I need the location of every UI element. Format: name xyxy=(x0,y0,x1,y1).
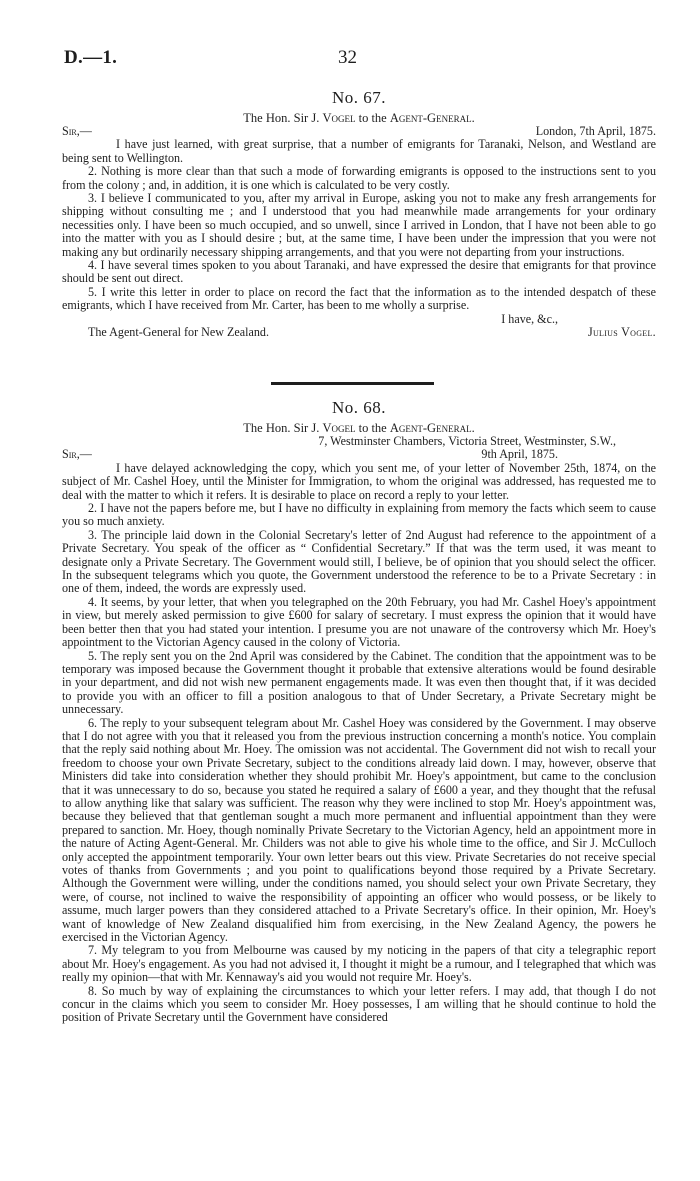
salutation: Sir,— xyxy=(62,447,92,462)
document-reference: D.—1. xyxy=(64,47,118,68)
letter-67 xyxy=(62,88,656,340)
paragraph: 4. I have several times spoken to you about Taranaki, and have expressed the desire that emigrants for that province should be sent out direct. xyxy=(62,258,656,286)
salutation-row xyxy=(62,125,656,138)
letter-number: No. 67. xyxy=(331,88,387,107)
signature: Julius Vogel. xyxy=(587,325,656,340)
paragraph: 2. Nothing is more clear than that such a mode of forwarding emigrants is opposed to the instructions sent to you from the colony ; and, in addition, it is one which is calculated to be very costly. xyxy=(62,164,656,192)
paragraph: 5. I write this letter in order to place on record the fact that the information as to the intended despatch of these emigrants, which I have received from Mr. Carter, has been to me wholly a surprise. xyxy=(62,284,656,313)
section-divider xyxy=(271,382,434,385)
letter-date: 9th April, 1875. xyxy=(481,447,558,462)
paragraph: I have delayed acknowledging the copy, which you sent me, of your letter of November 25th, 1874, on the subject of Mr. Cashel Hoey, until the Minister for Immigration, to whom the original was addressed, has requested me to deal with the matter to which it refers. It is desirable to place on record a reply to your letter. xyxy=(62,460,656,502)
paragraph: 3. I believe I communicated to you, after my arrival in Europe, asking you not to make any fresh arrangements for shipping without consulting me ; and I understood that you had meanwhile made arrangements for your ordinary necessities only. I have been so much occupied, and so unwell, since I arrived in London, that I have not been able to go into the matter with you as I should desire ; but, at the same time, I have been under the impression that you were not making any but ordinarily necessary shipping arrangements, and that you were not departing from your instructions. xyxy=(62,191,656,259)
sender-address: 7, Westminster Chambers, Victoria Street, Westminster, S.W., xyxy=(318,434,616,448)
paragraph: 7. My telegram to you from Melbourne was caused by my noticing in the papers of that city a telegraphic report about Mr. Hoey's engagement. As you had not advised it, I thought it might be a rumour, and I telegraphed that which was really my opinion—that with Mr. Kennaway's aid you would not require Mr. Hoey's. xyxy=(62,943,656,985)
addressee: The Agent-General for New Zealand. xyxy=(88,325,269,340)
letter-number: No. 68. xyxy=(331,398,387,417)
salutation-row xyxy=(62,448,656,461)
paragraph: 6. The reply to your subsequent telegram about Mr. Cashel Hoey was considered by the Government. I may observe that I do not agree with you that it released you from the previous instruction concerning a month's notice. You complain that the reply said nothing about Mr. Hoey. The omission was not accidental. The Government did not wish to recall your freedom to choose your own Private Secretary, subject to the conditions already laid down. I may, however, observe that Ministers did take into consideration whether they should prohibit Mr. Hoey's appointment, but came to the conclusion that it was unnecessary to do so, because you stated he required a salary of £600 a year, and they thought that the refusal to allow anything like that salary was sufficient. The reason why they were inclined to stop Mr. Hoey's appointment was, because they believed that that gentleman sought a much more permanent and influential appointment than they were prepared to sanction. Mr. Hoey, though nominally Private Secretary to the Victorian Agency, held an appointment more in the nature of Acting Agent-General. Mr. Childers was not able to give his whole time to the office, and Sir J. McCulloch only accepted the appointment temporarily. Your own letter bears out this view. Private Secretaries do not receive special votes of thanks from Governments ; and you point to qualifications beyond those required by a Private Secretary. Although the Government were willing, under the conditions named, you should select your own Private Secretary, they were, of course, not inclined to waive the responsibility of appointing an officer who would possess, or be likely to assume, much larger powers than they considered attached to a Private Secretary's office. In their opinion, Mr. Hoey's want of knowledge of New Zealand disqualified him from exercising, in the New Zealand Agency, the powers he exercised in the Victorian Agency. xyxy=(62,715,656,945)
paragraph: I have just learned, with great surprise, that a number of emigrants for Taranaki, Nelson, and Westland are being sent to Wellington. xyxy=(62,137,656,165)
signature-row xyxy=(88,326,656,340)
page-number: 32 xyxy=(338,47,357,68)
paragraph: 5. The reply sent you on the 2nd April was considered by the Cabinet. The condition that the appointment was to be temporary was imposed because the Government thought it probable that extensive alterations would be found desirable in your department, and did not wish new permanent engagements made. It was even then thought that, if it was decided to provide you with an officer to fill a position analogous to that of Under Secretary, a Private Secretary might be unnecessary. xyxy=(62,648,656,717)
paragraph: 4. It seems, by your letter, that when you telegraphed on the 20th February, you had Mr. Cashel Hoey's appointment in view, but merely asked permission to give £600 for salary of secretary. I must express the opinion that it would have been better then that you had stated your intention. I presume you are not unaware of the controversy which Mr. Hoey's appointment to the Victorian Agency caused in the colony of Victoria. xyxy=(62,594,656,650)
place-date: London, 7th April, 1875. xyxy=(535,124,656,138)
closing: I have, &c., xyxy=(501,311,558,326)
paragraph: 2. I have not the papers before me, but I have no difficulty in explaining from memory the facts which seem to cause you so much anxiety. xyxy=(62,501,656,529)
paragraph: 3. The principle laid down in the Colonial Secretary's letter of 2nd August had reference to the appointment of a Private Secretary. You speak of the officer as “ Confidential Secretary.” If that was the term used, it was meant to designate only a Private Secretary. The Government would still, I believe, be of opinion that you should select the officer. In the subsequent telegrams which you quote, the Government understood the reference to be to a Private Secretary : in one of them, indeed, the words are expressly used. xyxy=(62,527,656,596)
letter-68 xyxy=(62,398,656,1025)
salutation: Sir,— xyxy=(62,124,92,138)
letter-heading: The Hon. Sir J. Vogel to the Agent-General. xyxy=(243,111,475,125)
paragraph: 8. So much by way of explaining the circumstances to which your letter refers. I may add, that though I do not concur in the claims which you seem to consider Mr. Hoey possesses, I am willing that he should continue to hold the position of Private Secretary until the Government have considered xyxy=(62,983,656,1025)
letter-heading: The Hon. Sir J. Vogel to the Agent-General. xyxy=(243,421,475,435)
